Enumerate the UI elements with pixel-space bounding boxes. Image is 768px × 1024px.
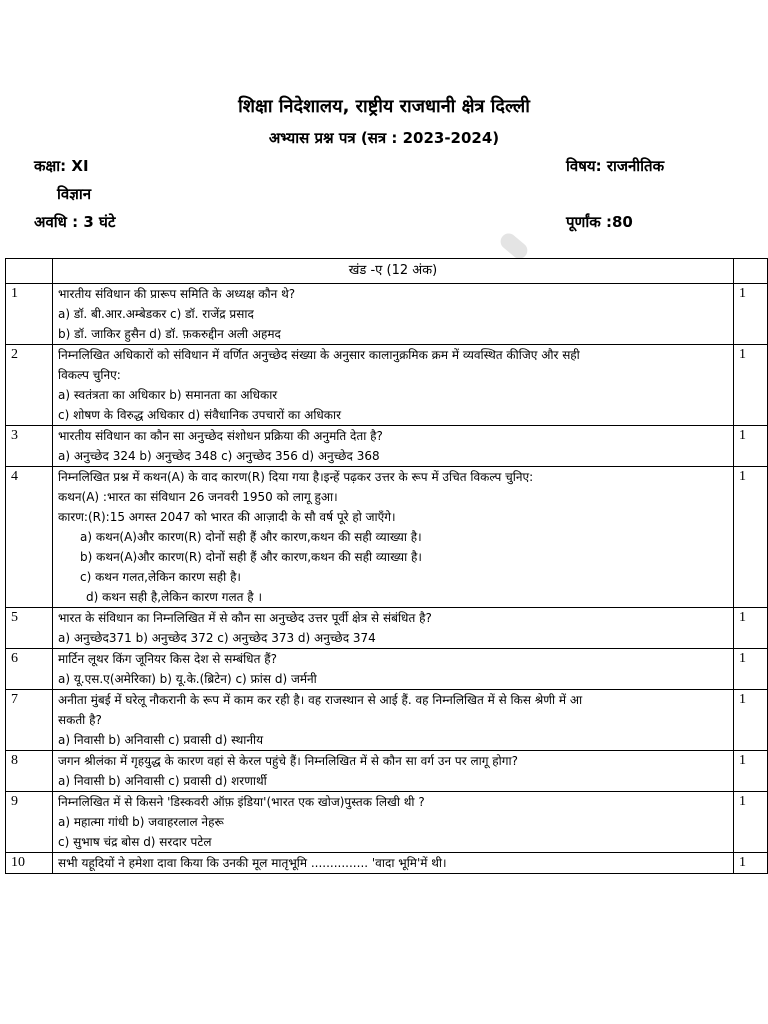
subject-label: विषय: राजनीतिक xyxy=(566,157,665,175)
page-subtitle: अभ्यास प्रश्न पत्र (सत्र : 2023-2024) xyxy=(268,129,500,147)
question-line: c) सुभाष चंद्र बोस d) सरदार पटेल xyxy=(58,835,212,849)
question-line: सभी यहूदियों ने हमेशा दावा किया कि उनकी मूल मातृभूमि ............... 'वादा भूमि'में थी। xyxy=(58,856,447,870)
question-number: 1 xyxy=(6,284,53,345)
question-line: a) महात्मा गांधी b) जवाहरलाल नेहरू xyxy=(58,815,224,829)
question-text-cell xyxy=(53,792,734,853)
question-marks: 1 xyxy=(734,345,768,426)
question-line: अनीता मुंबई में घरेलू नौकरानी के रूप में काम कर रही है। वह राजस्थान से आई हैं. वह निम्नलिखित में से किस श्रेणी में आ xyxy=(58,693,583,707)
question-line: जगन श्रीलंका में गृहयुद्ध के कारण वहां से केरल पहुंचे हैं। निम्नलिखित में से कौन सा वर्ग उन पर लागू होगा? xyxy=(58,754,518,768)
question-line: a) स्वतंत्रता का अधिकार b) समानता का अधिकार xyxy=(58,388,278,402)
question-line: निम्नलिखित अधिकारों को संविधान में वर्णित अनुच्छेद संख्या के अनुसार कालानुक्रमिक क्रम में व्यवस्थित कीजिए और सही xyxy=(58,348,580,362)
question-line: सकती है? xyxy=(58,713,102,727)
question-number: 6 xyxy=(6,649,53,690)
question-text-cell xyxy=(53,426,734,467)
question-row xyxy=(6,426,768,467)
question-line: a) अनुच्छेद371 b) अनुच्छेद 372 c) अनुच्छेद 373 d) अनुच्छेद 374 xyxy=(58,631,376,645)
question-text-cell xyxy=(53,608,734,649)
question-marks: 1 xyxy=(734,284,768,345)
question-number: 7 xyxy=(6,690,53,751)
question-line: कथन(A) :भारत का संविधान 26 जनवरी 1950 को लागू हुआ। xyxy=(58,490,338,504)
question-number: 9 xyxy=(6,792,53,853)
question-number: 3 xyxy=(6,426,53,467)
question-line: a) निवासी b) अनिवासी c) प्रवासी d) स्थानीय xyxy=(58,733,264,747)
question-number: 5 xyxy=(6,608,53,649)
duration-label: अवधि : 3 घंटे xyxy=(34,213,116,231)
max-marks-label: पूर्णांक :80 xyxy=(566,213,633,231)
question-row xyxy=(6,690,768,751)
question-table xyxy=(5,258,768,874)
question-marks: 1 xyxy=(734,467,768,608)
question-row xyxy=(6,284,768,345)
question-marks: 1 xyxy=(734,649,768,690)
question-row xyxy=(6,649,768,690)
question-line: निम्नलिखित में से किसने 'डिस्कवरी ऑफ़ इंडिया'(भारत एक खोज)पुस्तक लिखी थी ? xyxy=(58,795,425,809)
question-line: मार्टिन लूथर किंग जूनियर किस देश से सम्बंधित हैं? xyxy=(58,652,277,666)
section-header-row xyxy=(6,259,768,284)
question-text-cell xyxy=(53,751,734,792)
question-text-cell xyxy=(53,467,734,608)
question-number: 2 xyxy=(6,345,53,426)
question-line: भारत के संविधान का निम्नलिखित में से कौन सा अनुच्छेद उत्तर पूर्वी क्षेत्र से संबंधित है? xyxy=(58,611,432,625)
question-row xyxy=(6,751,768,792)
question-row xyxy=(6,853,768,874)
question-marks: 1 xyxy=(734,853,768,874)
question-text-cell xyxy=(53,649,734,690)
section-title: खंड -ए (12 अंक) xyxy=(53,259,734,284)
question-text-cell xyxy=(53,853,734,874)
question-line: a) डॉ. बी.आर.अम्बेडकर c) डॉ. राजेंद्र प्रसाद xyxy=(58,307,254,321)
question-row xyxy=(6,792,768,853)
blank-cell xyxy=(734,259,768,284)
question-row xyxy=(6,345,768,426)
question-line: a) निवासी b) अनिवासी c) प्रवासी d) शरणार्थी xyxy=(58,774,267,788)
question-line: निम्नलिखित प्रश्न में कथन(A) के वाद कारण(R) दिया गया है।इन्हें पढ़कर उत्तर के रूप में उचित विकल्प चुनिए: xyxy=(58,470,534,484)
answer-option: b) कथन(A)और कारण(R) दोनों सही हैं और कारण,कथन की सही व्याख्या है। xyxy=(80,550,422,564)
question-text-cell xyxy=(53,284,734,345)
class-label: कक्षा: XI xyxy=(34,157,89,175)
subject-label-continued: विज्ञान xyxy=(57,185,92,203)
question-line: b) डॉ. जाकिर हुसैन d) डॉ. फ़करुद्दीन अली अहमद xyxy=(58,327,281,341)
answer-option: c) कथन गलत,लेकिन कारण सही है। xyxy=(80,570,241,584)
question-line: भारतीय संविधान की प्रारूप समिति के अध्यक्ष कौन थे? xyxy=(58,287,296,301)
question-line: a) यू.एस.ए(अमेरिका) b) यू.के.(ब्रिटेन) c) फ्रांस d) जर्मनी xyxy=(58,672,317,686)
answer-option: a) कथन(A)और कारण(R) दोनों सही हैं और कारण,कथन की सही व्याख्या है। xyxy=(80,530,422,544)
page-title: शिक्षा निदेशालय, राष्ट्रीय राजधानी क्षेत्र दिल्ली xyxy=(238,96,530,117)
question-text-cell xyxy=(53,690,734,751)
question-line: कारण:(R):15 अगस्त 2047 को भारत की आज़ादी के सौ वर्ष पूरे हो जाएँगे। xyxy=(58,510,396,524)
question-marks: 1 xyxy=(734,426,768,467)
question-marks: 1 xyxy=(734,690,768,751)
question-number: 8 xyxy=(6,751,53,792)
question-line: भारतीय संविधान का कौन सा अनुच्छेद संशोधन प्रक्रिया की अनुमति देता है? xyxy=(58,429,383,443)
question-row xyxy=(6,608,768,649)
question-marks: 1 xyxy=(734,608,768,649)
question-line: c) शोषण के विरुद्ध अधिकार d) संवैधानिक उपचारों का अधिकार xyxy=(58,408,342,422)
question-number: 4 xyxy=(6,467,53,608)
answer-option: d) कथन सही है,लेकिन कारण गलत है । xyxy=(86,590,263,604)
question-line: a) अनुच्छेद 324 b) अनुच्छेद 348 c) अनुच्छेद 356 d) अनुच्छेद 368 xyxy=(58,449,380,463)
question-text-cell xyxy=(53,345,734,426)
question-number: 10 xyxy=(6,853,53,874)
question-marks: 1 xyxy=(734,792,768,853)
blank-cell xyxy=(6,259,53,284)
question-marks: 1 xyxy=(734,751,768,792)
question-line: विकल्प चुनिए: xyxy=(58,368,121,382)
question-row xyxy=(6,467,768,608)
